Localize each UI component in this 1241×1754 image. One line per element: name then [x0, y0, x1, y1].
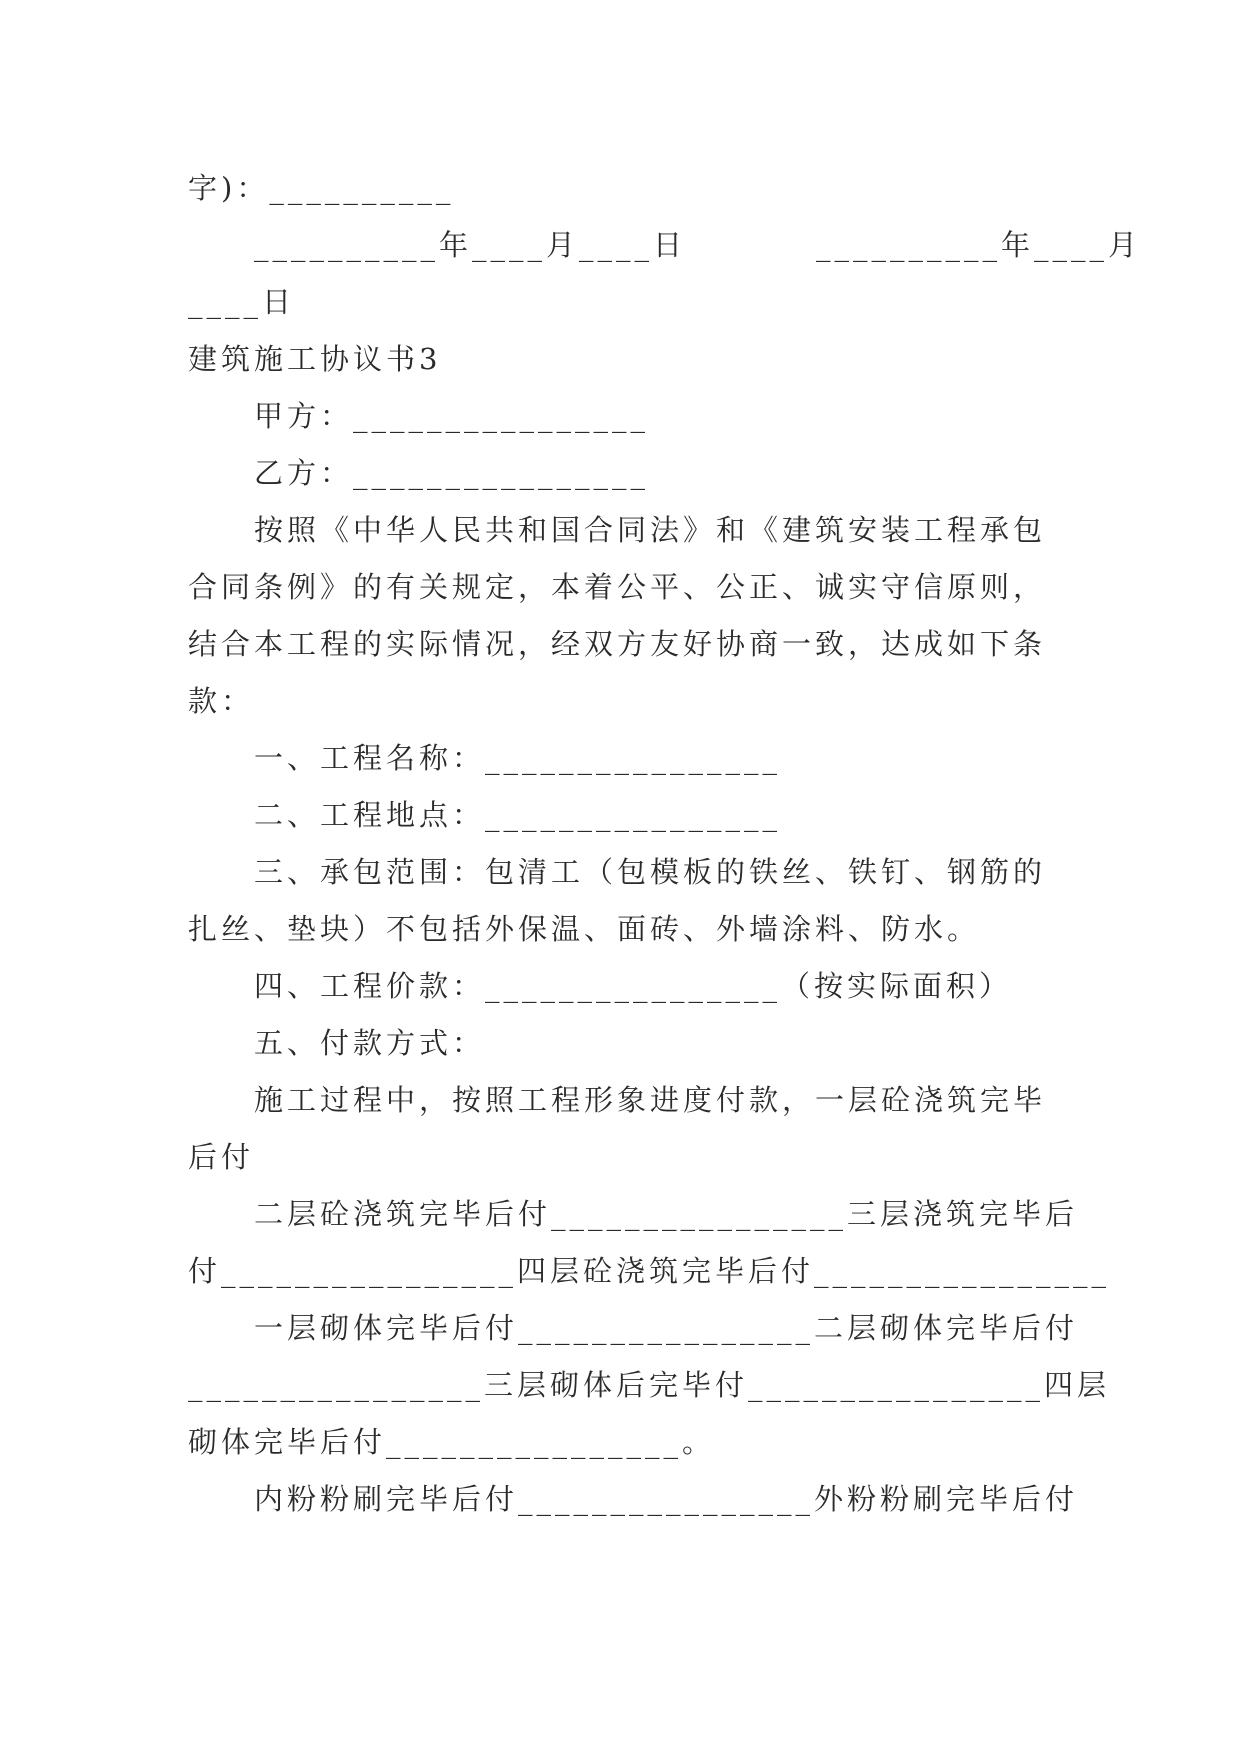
party-a-line: 甲方：________________ — [254, 399, 650, 433]
document-body — [188, 160, 1142, 1528]
paragraph-line: 合同条例》的有关规定，本着公平、公正、诚实守信原则， — [188, 570, 1047, 604]
party-b-line: 乙方：________________ — [254, 456, 650, 490]
date-party-b: __________年____月 — [816, 228, 1142, 262]
clause-scope: 三、承包范围：包清工（包模板的铁丝、铁钉、钢筋的 — [254, 855, 1047, 889]
paragraph-line: 二层砼浇筑完毕后付________________三层浇筑完毕后 — [254, 1197, 1079, 1231]
section-title: 建筑施工协议书3 — [188, 342, 442, 376]
paragraph-line: 按照《中华人民共和国合同法》和《建筑安装工程承包 — [254, 513, 1047, 547]
paragraph-line: 款： — [188, 684, 255, 718]
paragraph-line: 后付 — [188, 1140, 255, 1174]
clause-price: 四、工程价款：________________（按实际面积） — [254, 969, 1013, 1003]
paragraph-line: 一层砌体完毕后付________________二层砌体完毕后付 — [254, 1311, 1079, 1345]
paragraph-line: 内粉粉刷完毕后付________________外粉粉刷完毕后付 — [254, 1482, 1079, 1516]
clause-project-name: 一、工程名称：________________ — [254, 741, 782, 775]
date-party-a: __________年____月____日 — [254, 228, 687, 262]
paragraph-line: 付________________四层砼浇筑完毕后付________________ — [188, 1254, 1111, 1288]
clause-scope-continued: 扎丝、垫块）不包括外保温、面砖、外墙涂料、防水。 — [188, 912, 981, 946]
date-signature-line — [188, 217, 1142, 274]
paragraph-line: 砌体完毕后付________________。 — [188, 1425, 716, 1459]
text-line: 字)：__________ — [188, 171, 455, 205]
clause-payment: 五、付款方式： — [254, 1026, 486, 1060]
clause-project-location: 二、工程地点：________________ — [254, 798, 782, 832]
paragraph-line: ________________三层砌体后完毕付________________四层 — [188, 1368, 1111, 1402]
text-line: ____日 — [188, 285, 296, 319]
paragraph-line: 结合本工程的实际情况，经双方友好协商一致，达成如下条 — [188, 627, 1047, 661]
paragraph-line: 施工过程中，按照工程形象进度付款，一层砼浇筑完毕 — [254, 1083, 1047, 1117]
